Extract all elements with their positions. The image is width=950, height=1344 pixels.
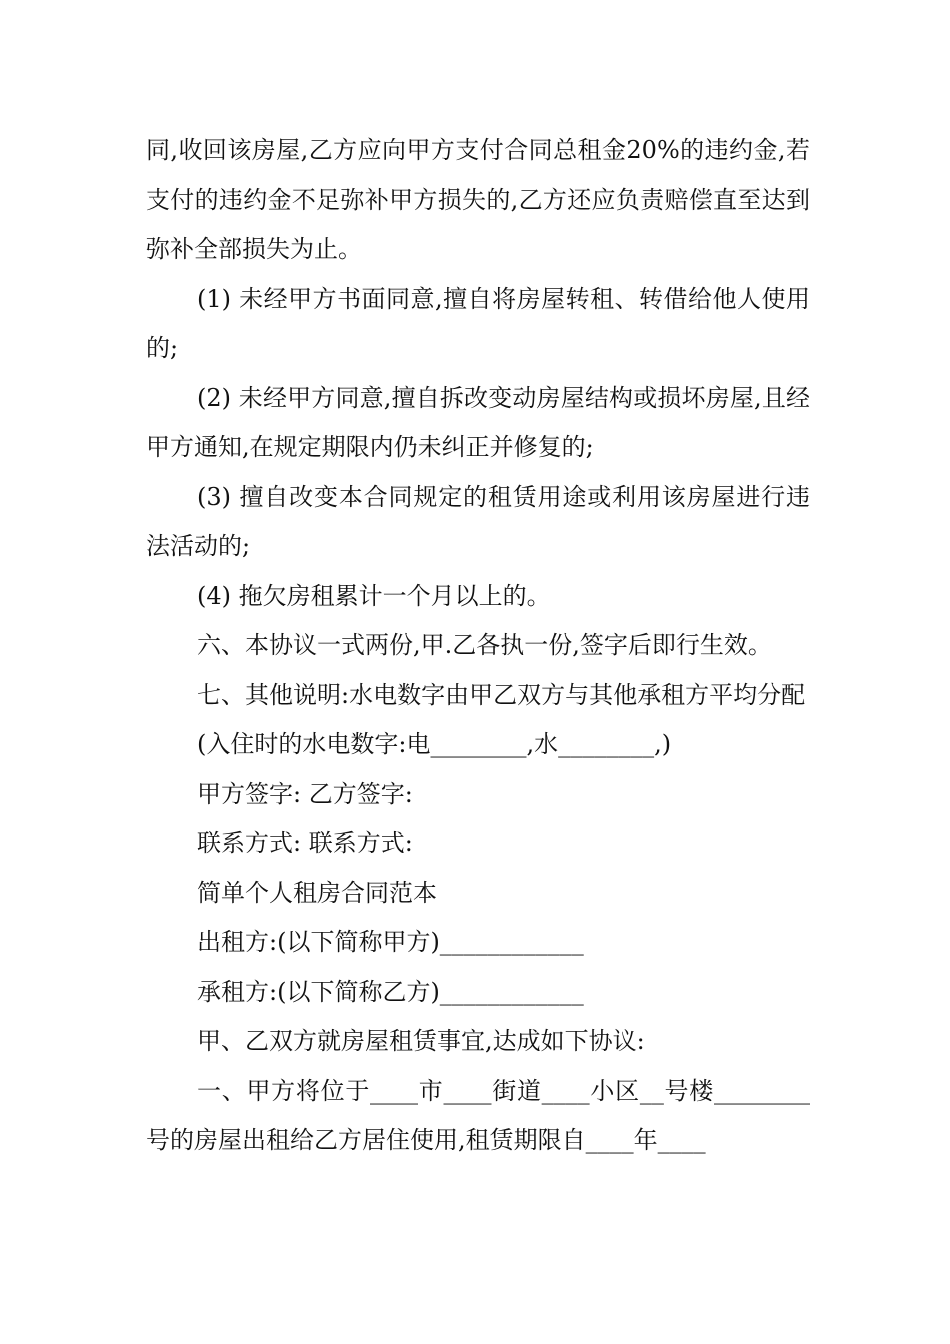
paragraph-lessee: 承租方:(以下简称乙方)____________ [197,977,584,1006]
paragraph-signatures: 甲方签字: 乙方签字: [197,779,413,808]
paragraph-utility-readings: (入住时的水电数字:电________,水________,) [197,730,672,758]
paragraph-clause-1: 一、甲方将位于____市____街道____小区__号楼________号的房屋出租给乙方居住使用,租赁期限自____年____ [146,1076,810,1154]
paragraph-lessor: 出租方:(以下简称甲方)____________ [197,928,584,956]
document-body [146,126,810,1166]
paragraph-item-1: (1) 未经甲方书面同意,擅自将房屋转租、转借给他人使用的; [146,284,810,362]
paragraph-agreement-intro: 甲、乙双方就房屋租赁事宜,达成如下协议: [197,1027,645,1055]
paragraph-item-3: (3) 擅自改变本合同规定的租赁用途或利用该房屋进行违法活动的; [146,482,810,560]
section-title: 简单个人租房合同范本 [197,878,437,907]
paragraph-item-4: (4) 拖欠房租累计一个月以上的。 [197,581,551,610]
paragraph-clause-6: 六、本协议一式两份,甲.乙各执一份,签字后即行生效。 [197,631,772,659]
paragraph-penalty-clause: 同,收回该房屋,乙方应向甲方支付合同总租金20%的违约金,若支付的违约金不足弥补甲方损失的,乙方还应负责赔偿直至达到弥补全部损失为止。 [146,136,810,263]
paragraph-item-2: (2) 未经甲方同意,擅自拆改变动房屋结构或损坏房屋,且经甲方通知,在规定期限内仍未纠正并修复的; [146,383,810,461]
paragraph-contacts: 联系方式: 联系方式: [197,829,413,857]
paragraph-clause-7: 七、其他说明:水电数字由甲乙双方与其他承租方平均分配 [197,680,806,709]
